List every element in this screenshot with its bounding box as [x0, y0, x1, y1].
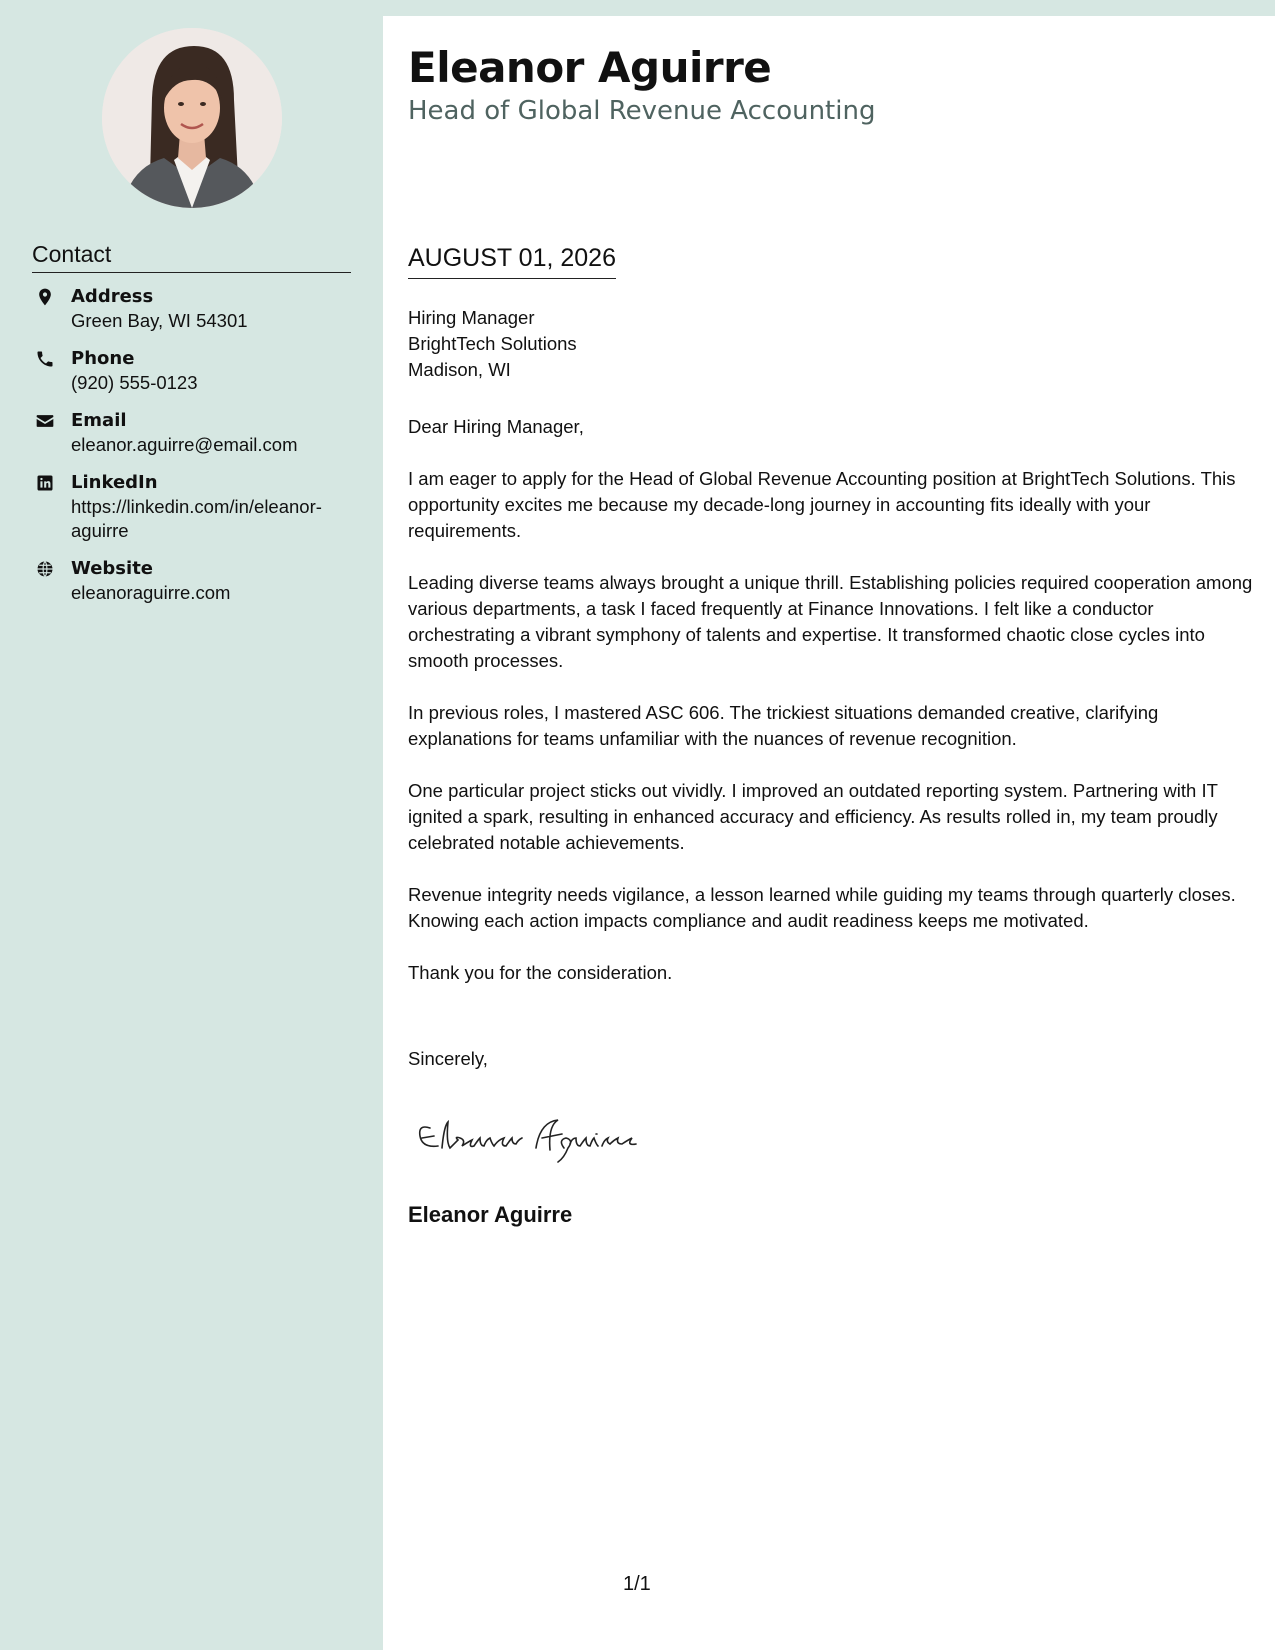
letter-paragraph: In previous roles, I mastered ASC 606. The trickiest situations demanded creative, clarifying explanations for teams unfamiliar with the nuances of revenue recognition. [408, 702, 1159, 749]
applicant-title: Head of Global Revenue Accounting [408, 96, 876, 126]
contact-email [32, 409, 352, 457]
recipient-block [408, 305, 577, 383]
page-number: 1/1 [623, 1573, 651, 1595]
contact-value: Green Bay, WI 54301 [71, 310, 248, 331]
profile-photo [102, 28, 282, 208]
letter-date: AUGUST 01, 2026 [408, 242, 616, 279]
contact-address [32, 285, 352, 333]
recipient-line: Hiring Manager [408, 307, 535, 328]
contact-phone [32, 347, 352, 395]
portrait-image [102, 28, 282, 208]
contact-label: Website [71, 558, 154, 579]
contact-heading: Contact [32, 240, 351, 273]
closing: Sincerely, [408, 1048, 488, 1069]
letter-paragraph: One particular project sticks out vividly. I improved an outdated reporting system. Partnering with IT ignited a spark, resulting in enhanced accuracy and efficiency. As results rolled in, my team proudly celebrated notable achievements. [408, 780, 1218, 853]
handwritten-signature [408, 1106, 678, 1166]
contact-label: Phone [71, 348, 135, 369]
contact-value[interactable]: https://linkedin.com/in/eleanor-aguirre [71, 496, 322, 541]
contact-linkedin [32, 471, 352, 543]
contact-label: Email [71, 410, 127, 431]
contact-value[interactable]: eleanor.aguirre@email.com [71, 434, 298, 455]
phone-icon [35, 349, 55, 369]
contact-label: LinkedIn [71, 472, 158, 493]
applicant-name: Eleanor Aguirre [408, 43, 772, 92]
contact-list [32, 285, 352, 619]
letter-paragraph: Thank you for the consideration. [408, 962, 673, 983]
contact-label: Address [71, 286, 154, 307]
letter-body [408, 414, 1253, 1012]
contact-website [32, 557, 352, 605]
letter-paragraph: I am eager to apply for the Head of Global Revenue Accounting position at BrightTech Solutions. This opportunity excites me because my decade-long journey in accounting fits ideally with your requirements. [408, 468, 1236, 541]
letter-page [383, 16, 1275, 1650]
letter-paragraph: Leading diverse teams always brought a unique thrill. Establishing policies required cooperation among various departments, a task I faced frequently at Finance Innovations. I felt like a conductor orchestrating a vibrant symphony of talents and expertise. It transformed chaotic close cycles into smooth processes. [408, 572, 1253, 671]
linkedin-icon [35, 473, 55, 493]
recipient-line: Madison, WI [408, 359, 511, 380]
salutation: Dear Hiring Manager, [408, 416, 584, 437]
sidebar [0, 0, 383, 1650]
envelope-icon [35, 411, 55, 431]
contact-value: (920) 555-0123 [71, 372, 198, 393]
signer-name: Eleanor Aguirre [408, 1202, 573, 1227]
letter-paragraph: Revenue integrity needs vigilance, a lesson learned while guiding my teams through quarterly closes. Knowing each action impacts compliance and audit readiness keeps me motivated. [408, 884, 1236, 931]
contact-value[interactable]: eleanoraguirre.com [71, 582, 231, 603]
map-pin-icon [35, 287, 55, 307]
globe-icon [35, 559, 55, 579]
recipient-line: BrightTech Solutions [408, 333, 577, 354]
